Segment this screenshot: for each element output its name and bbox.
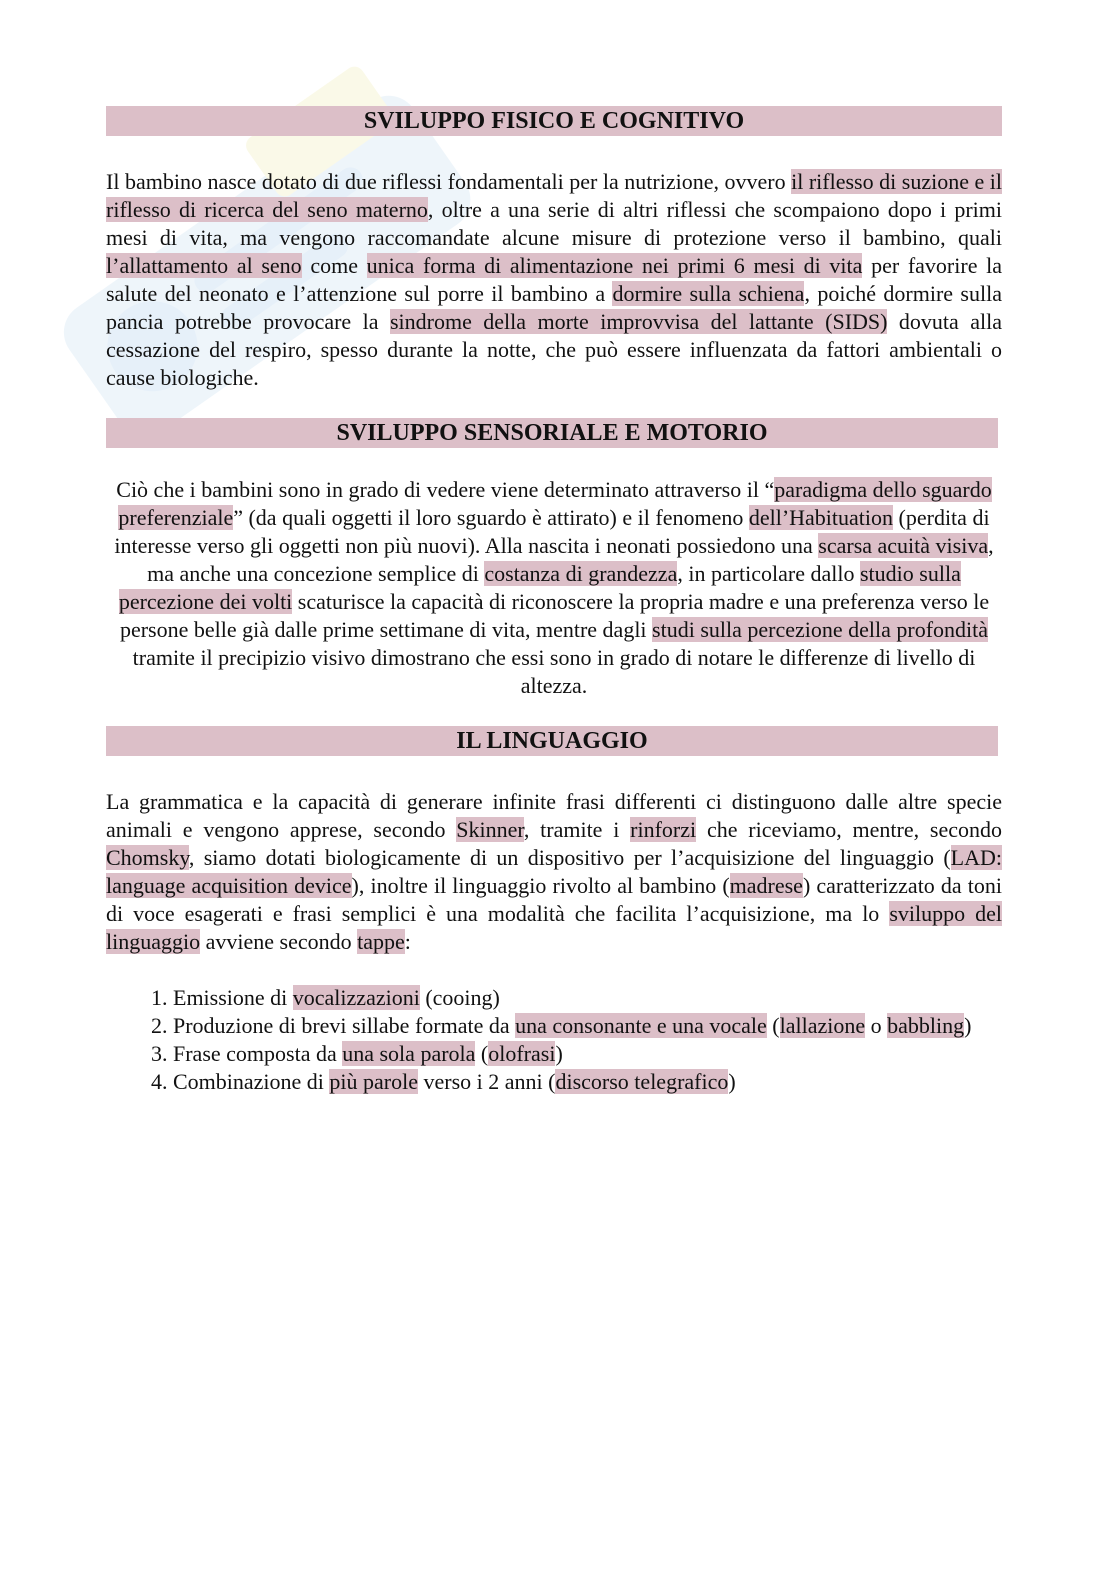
highlight: rinforzi [630,817,697,842]
paragraph-linguaggio: La grammatica e la capacità di generare infinite frasi differenti ci distinguono dalle altre specie animali e vengono apprese, secondo Skinner, tramite i rinforzi che riceviamo, mentre, secondo Chomsky, siamo dotati biologicamente di un dispositivo per l’acquisizione del linguaggio (LAD: language acquisition device), inoltre il linguaggio rivolto al bambino (madrese) caratterizzato da toni di voce esagerati e frasi semplici è una modalità che facilita l’acquisizione, ma lo sviluppo del linguaggio avviene secondo tappe: [106,789,1002,954]
highlight: sviluppo del linguaggio [106,901,1002,954]
highlight: babbling [887,1013,965,1038]
list-item: 1. Emissione di vocalizzazioni (cooing) [173,984,1002,1012]
paragraph-sviluppo-fisico: Il bambino nasce dotato di due riflessi fondamentali per la nutrizione, ovvero il riflesso di suzione e il riflesso di ricerca del seno materno, oltre a una serie di altri riflessi che scompaiono dopo i primi mesi di vita, ma vengono raccomandate alcune misure di protezione verso il bambino, quali l’allattamento al seno come unica forma di alimentazione nei primi 6 mesi di vita per favorire la salute del neonato e l’attenzione sul porre il bambino a dormire sulla schiena, poiché dormire sulla pancia potrebbe provocare la sindrome della morte improvvisa del lattante (SIDS) dovuta alla cessazione del respiro, spesso durante la notte, che può essere influenzata da fattori ambientali o cause biologiche. [106,169,1003,390]
highlight: l’allattamento al seno [106,253,302,278]
section-heading-linguaggio: IL LINGUAGGIO [106,726,998,756]
document-page [106,106,1002,1096]
highlight: una consonante e una vocale [515,1013,767,1038]
highlight: Chomsky [106,845,189,870]
section-heading-sviluppo-fisico: SVILUPPO FISICO E COGNITIVO [106,106,1002,136]
highlight: una sola parola [342,1041,476,1066]
language-stages-list [106,984,1002,1096]
section-heading-sviluppo-sensoriale: SVILUPPO SENSORIALE E MOTORIO [106,418,998,448]
highlight: studi sulla percezione della profondità [652,617,989,642]
list-item: 2. Produzione di brevi sillabe formate da una consonante e una vocale (lallazione o babbling) [173,1012,1002,1040]
paragraph-sviluppo-sensoriale: Ciò che i bambini sono in grado di vedere viene determinato attraverso il “paradigma dello sguardo preferenziale” (da quali oggetti il loro sguardo è attirato) e il fenomeno dell’Habituation (perdita di interesse verso gli oggetti non più nuovi). Alla nascita i neonati possiedono una scarsa acuità visiva, ma anche una concezione semplice di costanza di grandezza, in particolare dallo studio sulla percezione dei volti scaturisce la capacità di riconoscere la propria madre e una preferenza verso le persone belle già dalle prime settimane di vita, mentre dagli studi sulla percezione della profondità tramite il precipizio visivo dimostrano che essi sono in grado di notare le differenze di livello di altezza. [114,477,994,698]
highlight: unica forma di alimentazione nei primi 6 mesi di vita [366,253,863,278]
highlight: più parole [329,1069,419,1094]
list-item: 3. Frase composta da una sola parola (olofrasi) [173,1040,1002,1068]
highlight: dell’Habituation [748,505,894,530]
highlight: sindrome della morte improvvisa del lattante (SIDS) [389,309,888,334]
highlight: studio sulla percezione dei volti [118,561,961,614]
list-item: 4. Combinazione di più parole verso i 2 anni (discorso telegrafico) [173,1068,1002,1096]
highlight: discorso telegrafico [555,1069,729,1094]
highlight: lallazione [779,1013,866,1038]
highlight: Skinner [456,817,524,842]
highlight: dormire sulla schiena [612,281,805,306]
highlight: il riflesso di suzione e il riflesso di ricerca del seno materno [106,169,1002,222]
highlight: tappe [357,929,405,954]
highlight: LAD: language acquisition device [106,845,1002,898]
highlight: scarsa acuità visiva [818,533,989,558]
highlight: costanza di grandezza [484,561,678,586]
highlight: paradigma dello sguardo preferenziale [118,477,992,530]
highlight: olofrasi [488,1041,556,1066]
highlight: madrese [729,873,803,898]
highlight: vocalizzazioni [292,985,420,1010]
